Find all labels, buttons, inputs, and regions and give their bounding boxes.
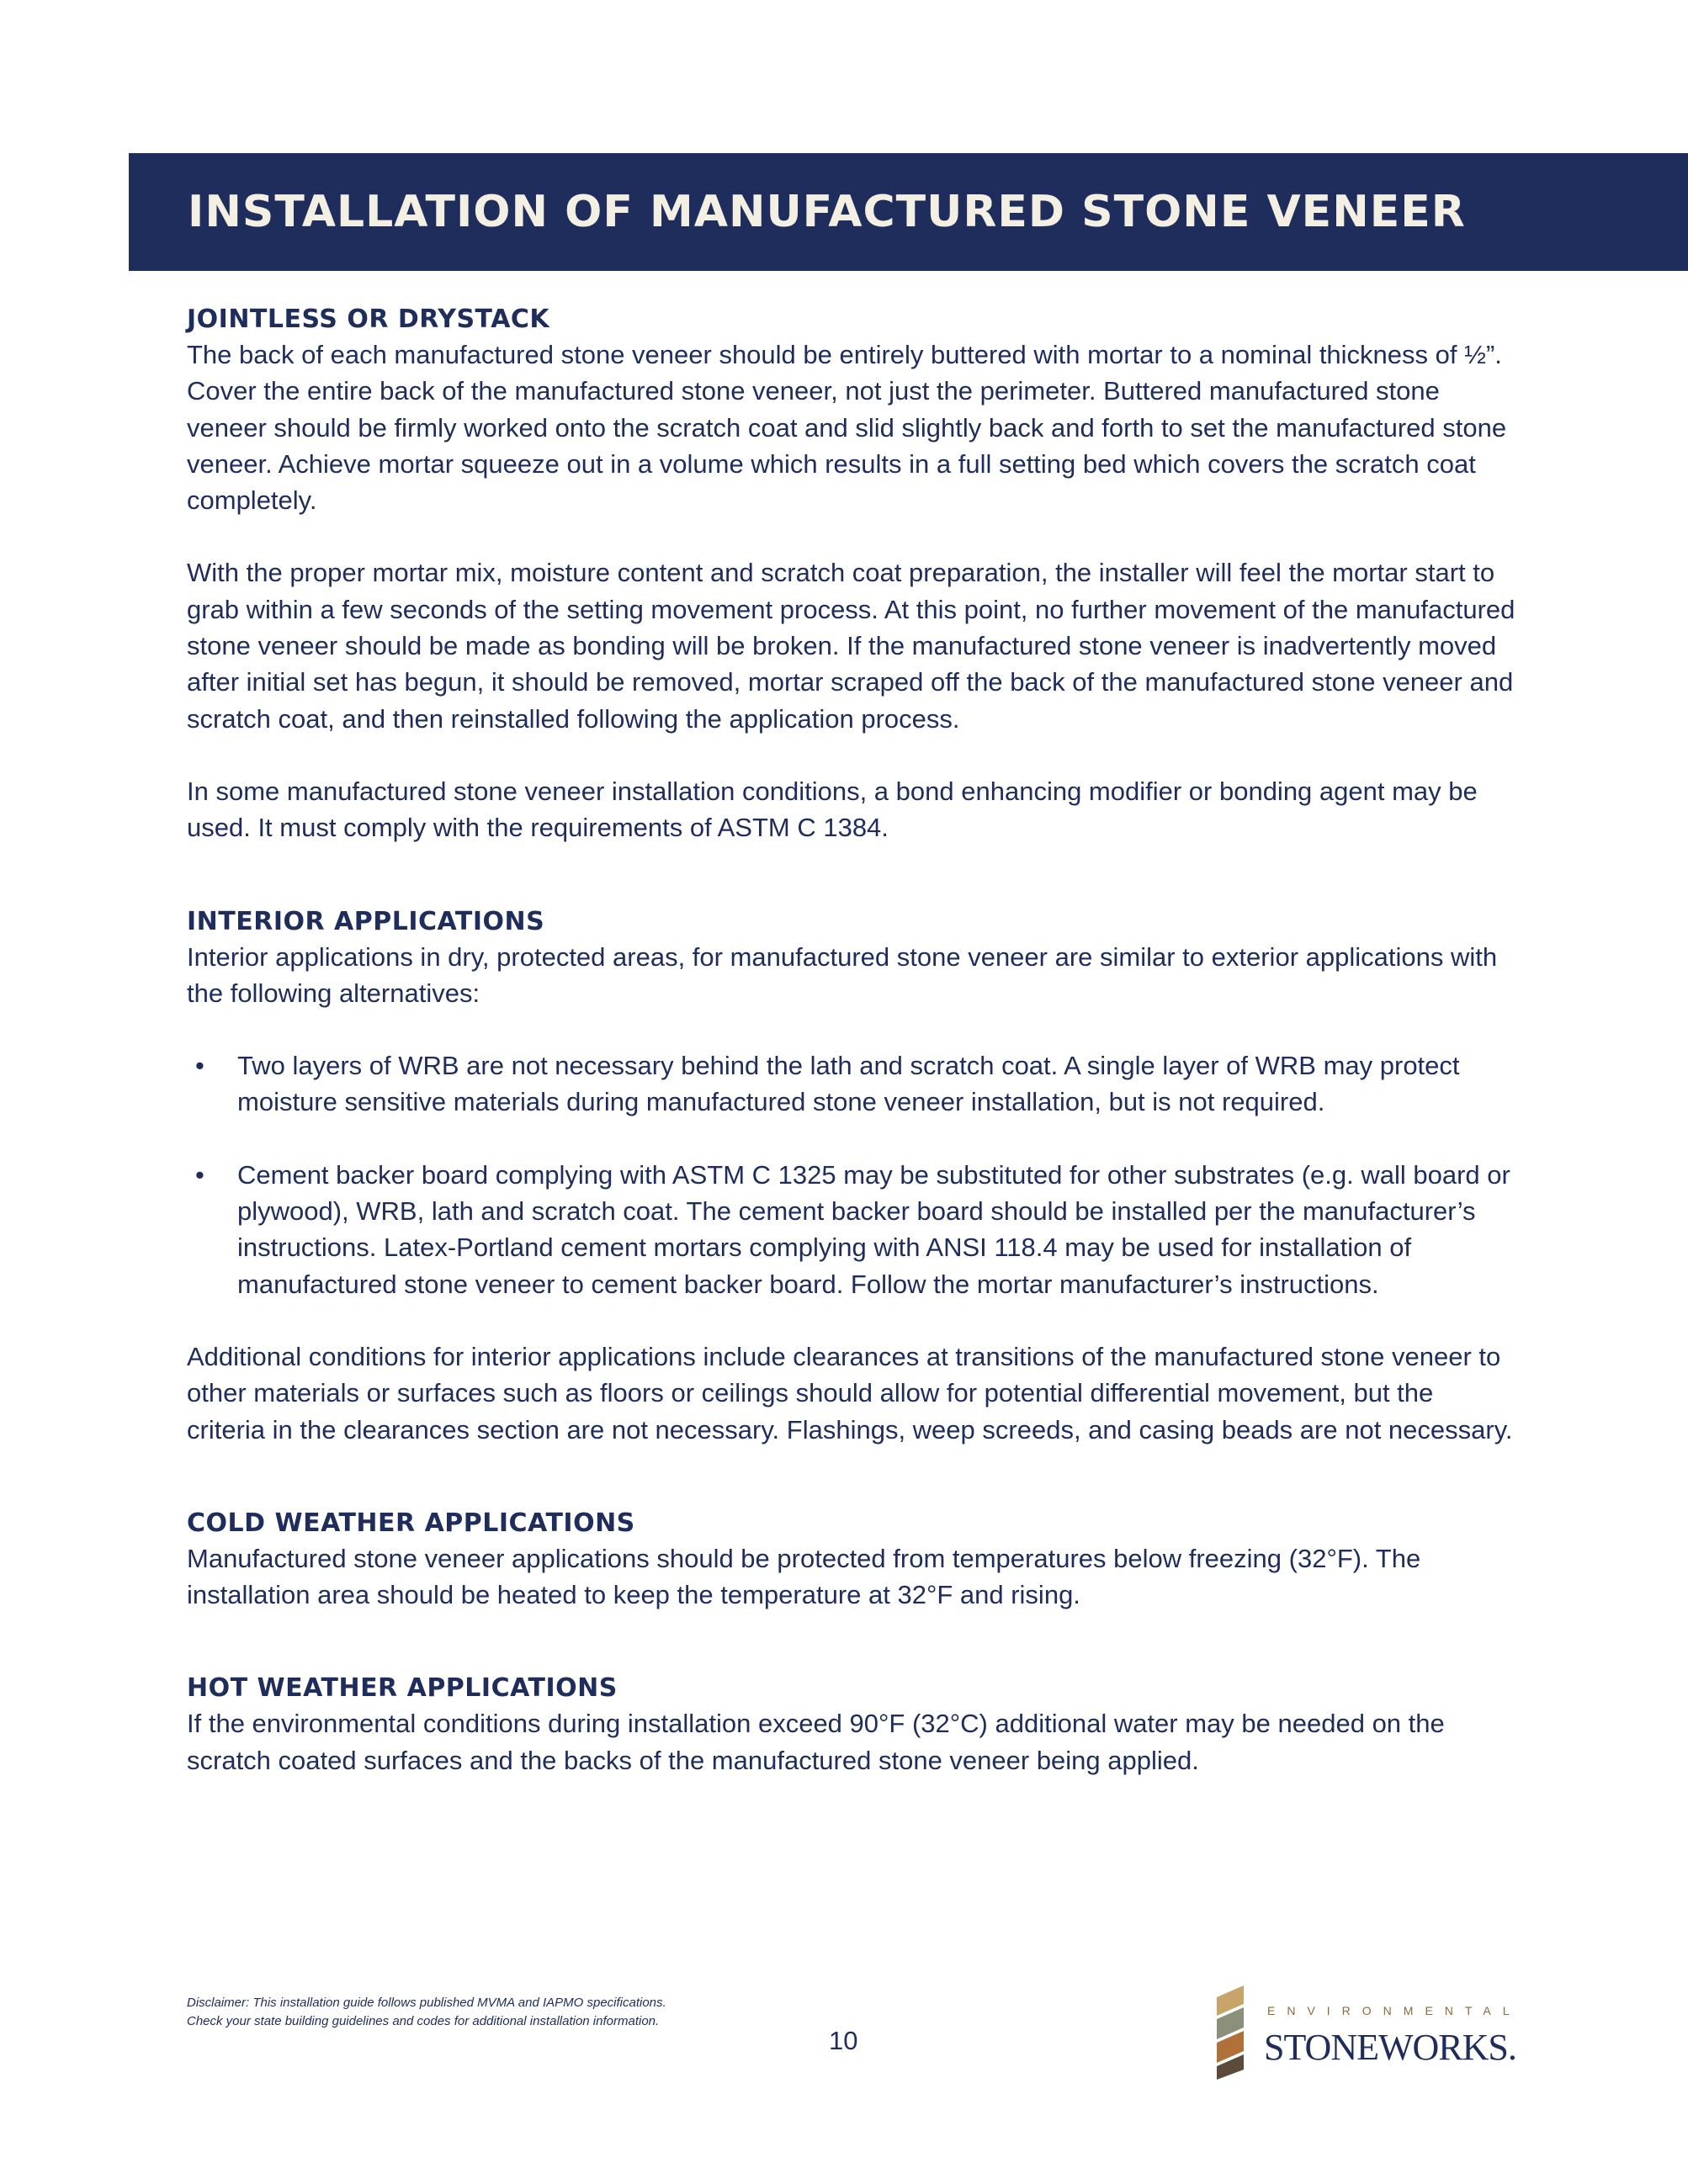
page-title: INSTALLATION OF MANUFACTURED STONE VENEER [188,187,1466,237]
paragraph: In some manufactured stone veneer installation conditions, a bond enhancing modifier or bonding agent may be used. It must comply with the requirements of ASTM C 1384. [187,776,1478,843]
logo-wordmark: STONEWORKS. [1264,2027,1516,2068]
title-banner [129,153,1688,271]
stone-logo-icon [1210,1985,1250,2080]
disclaimer-line: Check your state building guidelines and codes for additional installation information. [187,2014,660,2028]
paragraph: Manufactured stone veneer applications should be protected from temperatures below freezing (32°F). The installation area should be heated to keep the temperature at 32°F and rising. [187,1543,1421,1610]
paragraph: Interior applications in dry, protected areas, for manufactured stone veneer are similar to exterior applications with the following alternatives: [187,941,1498,1008]
list-item [187,1047,1516,1121]
list-item-text: Cement backer board complying with ASTM C 1325 may be substituted for other substrates (e.g. wall board or plywood), WRB, lath and scratch coat. The cement backer board should be installed per the manufacturer’s instructions. Latex-Portland cement mortars complying with ANSI 118.4 may be used for installation of manufactured stone veneer to cement backer board. Follow the mortar manufacturer’s instructions. [237,1159,1510,1299]
paragraph: Additional conditions for interior applications include clearances at transitions of the manufactured stone veneer to other materials or surfaces such as floors or ceilings should allow for potential differential movement, but the criteria in the clearances section are not necessary. Flashings, weep screeds, and casing beads are not necessary. [187,1341,1513,1445]
section-heading-hot-weather: HOT WEATHER APPLICATIONS [187,1673,618,1704]
section-heading-interior: INTERIOR APPLICATIONS [187,906,545,936]
bullet-icon: • [195,1159,204,1190]
paragraph: The back of each manufactured stone veneer should be entirely buttered with mortar to a nominal thickness of ½”. Cover the entire back of the manufactured stone veneer, not just the perimeter. Buttered manufactured stone veneer should be firmly worked onto the scratch coat and slid slightly back and forth to set the manufactured stone veneer. Achieve mortar squeeze out in a volume which results in a full setting bed which covers the scratch coat completely. [187,340,1507,516]
disclaimer [187,1994,666,2031]
section-hot-weather [187,1672,1516,1778]
main-content [187,303,1516,1837]
stoneworks-logo [1210,1985,1521,2086]
section-drystack [187,303,1516,846]
paragraph: With the proper mortar mix, moisture content and scratch coat preparation, the installer will feel the mortar start to grab within a few seconds of the setting movement process. At this point, no further movement of the manufactured stone veneer should be made as bonding will be broken. If the manufactured stone veneer is inadvertently moved after initial set has begun, it should be removed, mortar scraped off the back of the manufactured stone veneer and scratch coat, and then reinstalled following the application process. [187,558,1515,734]
list-item [187,1157,1516,1302]
list-item-text: Two layers of WRB are not necessary behind the lath and scratch coat. A single layer of WRB may protect moisture sensitive materials during manufactured stone veneer installation, but is not required. [237,1051,1460,1117]
disclaimer-line: Disclaimer: This installation guide follows published MVMA and IAPMO specifications. [187,1996,666,2010]
logo-tagline: ENVIRONMENTAL [1267,2004,1521,2017]
section-cold-weather [187,1507,1516,1614]
section-interior [187,905,1516,1448]
section-heading-cold-weather: COLD WEATHER APPLICATIONS [187,1508,635,1538]
paragraph: If the environmental conditions during installation exceed 90°F (32°C) additional water may be needed on the scratch coated surfaces and the backs of the manufactured stone veneer being applied. [187,1709,1445,1775]
section-heading-drystack: JOINTLESS OR DRYSTACK [187,305,550,334]
bullet-icon: • [195,1051,204,1081]
page-number: 10 [829,2026,858,2055]
bullet-list [187,1047,1516,1302]
